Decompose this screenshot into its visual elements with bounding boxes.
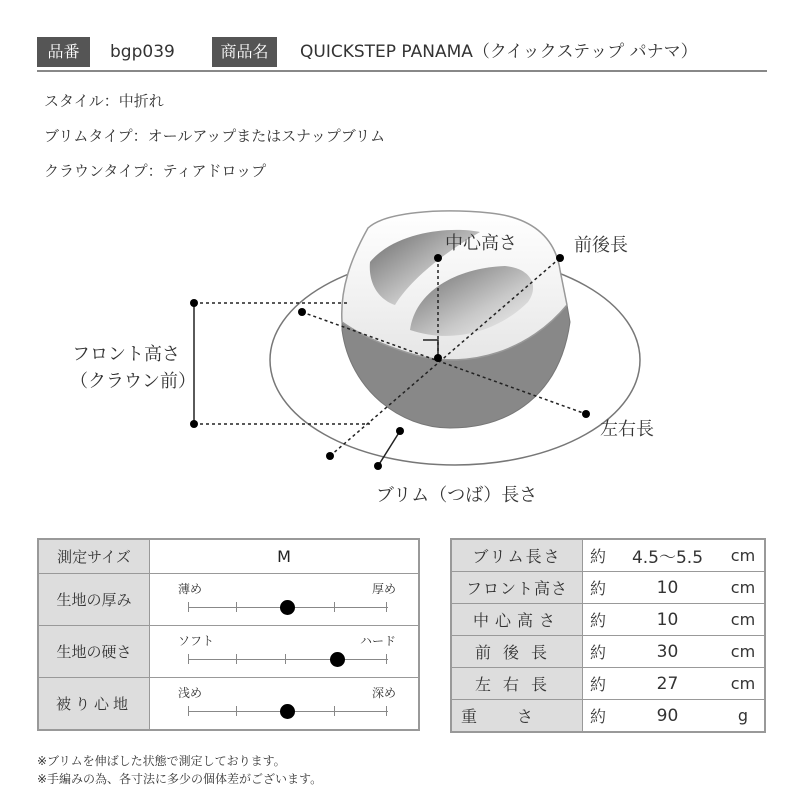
- measurement-value: 10: [613, 604, 722, 636]
- measurement-unit: cm: [722, 636, 765, 668]
- scale-fit: [150, 678, 420, 731]
- approx-mark: 約: [583, 700, 614, 733]
- measurement-row: [451, 539, 765, 572]
- scale-tick: [236, 706, 237, 716]
- scale-row-thickness: [38, 574, 419, 626]
- scale-hardness: [150, 626, 420, 678]
- measurement-unit: cm: [722, 539, 765, 572]
- scale-row-fit: [38, 678, 419, 731]
- measurement-label: 左右長: [451, 668, 583, 700]
- size-value: M: [150, 539, 420, 574]
- measurement-value: 30: [613, 636, 722, 668]
- scale-high-label: 厚め: [371, 582, 396, 596]
- scale-tick: [334, 706, 335, 716]
- label-front-height: フロント高さ: [72, 344, 180, 365]
- spec-brim-type: ブリムタイプ：オールアップまたはスナップブリム: [44, 127, 386, 145]
- scale-marker: [280, 600, 295, 615]
- size-row: [38, 539, 419, 574]
- scale-tick: [386, 602, 387, 612]
- measurement-value: 10: [613, 572, 722, 604]
- approx-mark: 約: [583, 539, 614, 572]
- label-front-height-sub: （クラウン前）: [70, 371, 196, 392]
- scale-label: 被り心地: [38, 678, 150, 731]
- measurements-table: [450, 538, 766, 733]
- product-code-label: 品番: [37, 37, 90, 67]
- scale-high-label: ハード: [359, 634, 396, 648]
- measurement-label: 中心高さ: [451, 604, 583, 636]
- scale-marker: [330, 652, 345, 667]
- scale-tick: [188, 654, 189, 664]
- fabric-feel-table: [37, 538, 420, 731]
- measurement-row: [451, 604, 765, 636]
- measurement-row: [451, 572, 765, 604]
- approx-mark: 約: [583, 668, 614, 700]
- scale-tick: [236, 602, 237, 612]
- measurement-row: [451, 700, 765, 733]
- measurement-label: 重さ: [451, 700, 583, 733]
- scale-tick: [285, 654, 286, 664]
- scale-tick: [188, 602, 189, 612]
- footnote-handmade: ※手編みの為、各寸法に多少の個体差がございます。: [37, 772, 323, 786]
- measurement-unit: cm: [722, 668, 765, 700]
- measurement-value: 4.5～5.5: [613, 539, 722, 572]
- scale-tick: [386, 654, 387, 664]
- measurement-unit: g: [722, 700, 765, 733]
- scale-low-label: ソフト: [178, 634, 215, 648]
- product-name-value: QUICKSTEP PANAMA（クイックステップ パナマ）: [300, 42, 698, 62]
- product-code-value: bgp039: [110, 42, 175, 62]
- scale-line: [188, 659, 388, 660]
- scale-label: 生地の硬さ: [38, 626, 150, 678]
- spec-crown-type: クラウンタイプ：ティアドロップ: [44, 162, 267, 180]
- approx-mark: 約: [583, 604, 614, 636]
- measurement-value: 90: [613, 700, 722, 733]
- scale-tick: [386, 706, 387, 716]
- spec-style: スタイル：中折れ: [44, 92, 164, 110]
- measurement-row: [451, 636, 765, 668]
- scale-row-hardness: [38, 626, 419, 678]
- measurement-unit: cm: [722, 572, 765, 604]
- label-left-right: 左右長: [600, 419, 654, 440]
- scale-low-label: 薄め: [178, 582, 203, 596]
- scale-tick: [236, 654, 237, 664]
- label-front-back: 前後長: [574, 235, 628, 256]
- scale-thickness: [150, 574, 420, 626]
- size-label: 測定サイズ: [38, 539, 150, 574]
- approx-mark: 約: [583, 636, 614, 668]
- footnote-measurement: ※ブリムを伸ばした状態で測定しております。: [37, 754, 286, 768]
- measurement-label: ブリム長さ: [451, 539, 583, 572]
- scale-high-label: 深め: [371, 686, 396, 700]
- measurement-value: 27: [613, 668, 722, 700]
- label-brim-length: ブリム（つば）長さ: [376, 485, 538, 506]
- scale-tick: [334, 602, 335, 612]
- measurement-unit: cm: [722, 604, 765, 636]
- scale-marker: [280, 704, 295, 719]
- measurement-label: 前後長: [451, 636, 583, 668]
- scale-low-label: 浅め: [178, 686, 203, 700]
- measurement-label: フロント高さ: [451, 572, 583, 604]
- product-name-label: 商品名: [212, 37, 277, 67]
- approx-mark: 約: [583, 572, 614, 604]
- scale-label: 生地の厚み: [38, 574, 150, 626]
- scale-tick: [188, 706, 189, 716]
- label-center-height: 中心高さ: [445, 233, 517, 254]
- measurement-row: [451, 668, 765, 700]
